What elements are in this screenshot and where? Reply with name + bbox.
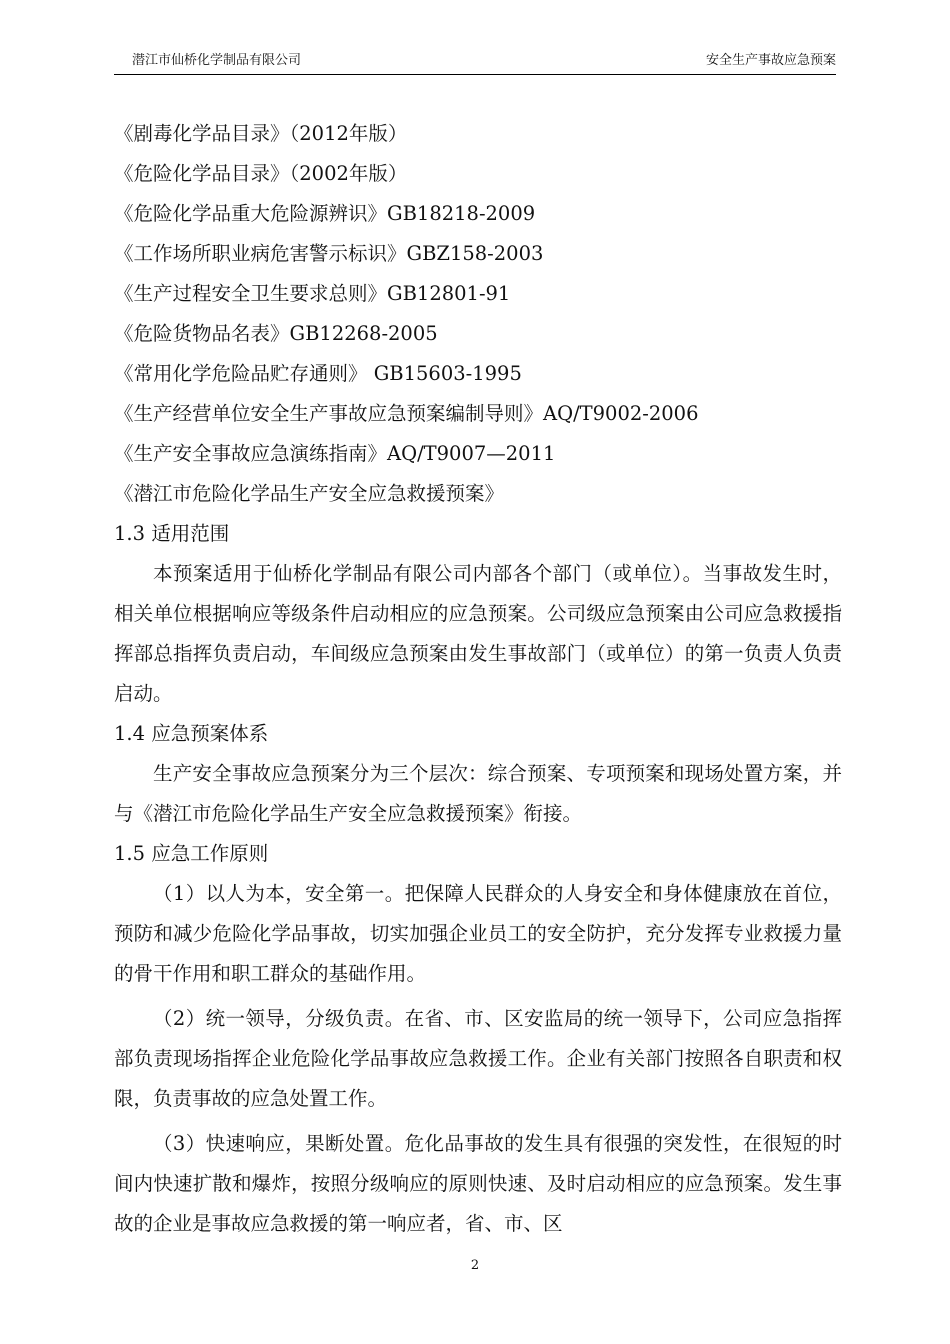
reference-item: 《工作场所职业病危害警示标识》GBZ158-2003 — [114, 242, 544, 265]
reference-item: 《剧毒化学品目录》（2012年版） — [114, 122, 408, 145]
principle-paragraph-3: （3）快速响应，果断处置。危化品事故的发生具有很强的突发性，在很短的时间内快速扩散和爆炸，按照分级响应的原则快速、及时启动相应的应急预案。发生事故的企业是事故应急救援的第一响应者，省、市、区 — [114, 1132, 842, 1235]
reference-item: 《危险货物品名表》GB12268-2005 — [114, 322, 438, 345]
reference-item: 《危险化学品目录》（2002年版） — [114, 162, 408, 185]
document-body — [114, 114, 842, 1244]
page-header — [114, 50, 836, 75]
principle-paragraph-1: （1）以人为本，安全第一。把保障人民群众的人身安全和身体健康放在首位，预防和减少危险化学品事故，切实加强企业员工的安全防护，充分发挥专业救援力量的骨干作用和职工群众的基础作用。 — [114, 882, 842, 985]
reference-item: 《生产过程安全卫生要求总则》GB12801-91 — [114, 282, 511, 305]
reference-item: 《生产经营单位安全生产事故应急预案编制导则》AQ/T9002-2006 — [114, 402, 699, 425]
header-company-name: 潜江市仙桥化学制品有限公司 — [132, 53, 302, 68]
header-document-title: 安全生产事故应急预案 — [705, 53, 836, 68]
section-heading-principles: 1.5 应急工作原则 — [114, 842, 269, 865]
plan-system-paragraph: 生产安全事故应急预案分为三个层次：综合预案、专项预案和现场处置方案，并与《潜江市危险化学品生产安全应急救援预案》衔接。 — [114, 762, 842, 825]
reference-list — [114, 114, 842, 514]
scope-paragraph: 本预案适用于仙桥化学制品有限公司内部各个部门（或单位）。当事故发生时，相关单位根据响应等级条件启动相应的应急预案。公司级应急预案由公司应急救援指挥部总指挥负责启动，车间级应急预案由发生事故部门（或单位）的第一负责人负责启动。 — [114, 562, 842, 705]
reference-item: 《常用化学危险品贮存通则》 GB15603-1995 — [114, 362, 522, 385]
reference-item: 《生产安全事故应急演练指南》AQ/T9007—2011 — [114, 442, 556, 465]
section-heading-plan-system: 1.4 应急预案体系 — [114, 722, 269, 745]
principle-paragraph-2: （2）统一领导，分级负责。在省、市、区安监局的统一领导下，公司应急指挥部负责现场指挥企业危险化学品事故应急救援工作。企业有关部门按照各自职责和权限，负责事故的应急处置工作。 — [114, 1007, 842, 1110]
section-heading-scope: 1.3 适用范围 — [114, 522, 230, 545]
reference-item: 《危险化学品重大危险源辨识》GB18218-2009 — [114, 202, 536, 225]
page-number: 2 — [470, 1258, 480, 1273]
reference-item: 《潜江市危险化学品生产安全应急救援预案》 — [114, 482, 505, 505]
